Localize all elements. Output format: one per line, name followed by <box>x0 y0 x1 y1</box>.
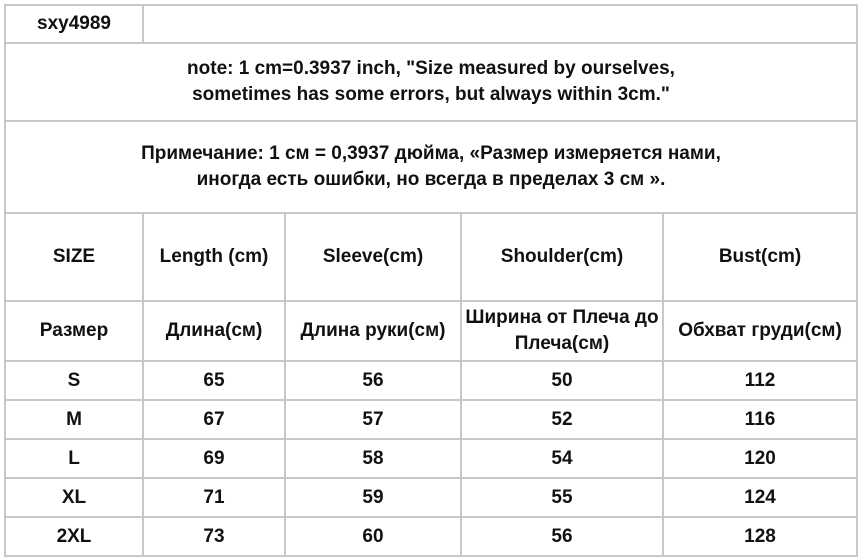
header-size: SIZE <box>5 213 143 301</box>
length-cell: 67 <box>143 400 285 439</box>
size-cell: XL <box>5 478 143 517</box>
bust-cell: 120 <box>663 439 857 478</box>
header-bust: Bust(cm) <box>663 213 857 301</box>
size-cell: M <box>5 400 143 439</box>
sleeve-cell: 58 <box>285 439 461 478</box>
table-row <box>5 478 857 517</box>
sleeve-cell: 57 <box>285 400 461 439</box>
sleeve-cell: 59 <box>285 478 461 517</box>
note-en-line-2: sometimes has some errors, but always within 3cm." <box>192 84 670 105</box>
table-row <box>5 439 857 478</box>
table-row <box>5 400 857 439</box>
shoulder-cell: 50 <box>461 361 663 400</box>
note-en <box>5 43 857 121</box>
header-length-ru: Длина(см) <box>143 301 285 361</box>
size-cell: S <box>5 361 143 400</box>
length-cell: 65 <box>143 361 285 400</box>
table-row <box>5 517 857 556</box>
sleeve-cell: 60 <box>285 517 461 556</box>
size-cell: L <box>5 439 143 478</box>
sleeve-cell: 56 <box>285 361 461 400</box>
header-shoulder-ru: Ширина от Плеча до Плеча(см) <box>461 301 663 361</box>
bust-cell: 124 <box>663 478 857 517</box>
product-code-row <box>5 5 857 43</box>
shoulder-cell: 52 <box>461 400 663 439</box>
shoulder-cell: 54 <box>461 439 663 478</box>
note-ru <box>5 121 857 213</box>
header-row-ru <box>5 301 857 361</box>
length-cell: 71 <box>143 478 285 517</box>
note-ru-line-2: иногда есть ошибки, но всегда в пределах 3 см ». <box>196 169 666 190</box>
bust-cell: 128 <box>663 517 857 556</box>
header-sleeve: Sleeve(cm) <box>285 213 461 301</box>
shoulder-cell: 55 <box>461 478 663 517</box>
product-code-empty-cell <box>143 5 857 43</box>
header-row-en <box>5 213 857 301</box>
length-cell: 69 <box>143 439 285 478</box>
header-size-ru: Размер <box>5 301 143 361</box>
size-cell: 2XL <box>5 517 143 556</box>
header-bust-ru: Обхват груди(см) <box>663 301 857 361</box>
header-shoulder: Shoulder(cm) <box>461 213 663 301</box>
bust-cell: 116 <box>663 400 857 439</box>
note-ru-line-1: Примечание: 1 см = 0,3937 дюйма, «Размер измеряется нами, <box>141 143 721 165</box>
note-en-row <box>5 43 857 121</box>
note-ru-row <box>5 121 857 213</box>
header-sleeve-ru: Длина руки(см) <box>285 301 461 361</box>
bust-cell: 112 <box>663 361 857 400</box>
size-chart-table <box>4 4 858 557</box>
note-en-line-1: note: 1 cm=0.3937 inch, "Size measured by ourselves, <box>187 58 675 80</box>
product-code: sxy4989 <box>5 5 143 43</box>
table-row <box>5 361 857 400</box>
shoulder-cell: 56 <box>461 517 663 556</box>
header-length: Length (cm) <box>143 213 285 301</box>
length-cell: 73 <box>143 517 285 556</box>
